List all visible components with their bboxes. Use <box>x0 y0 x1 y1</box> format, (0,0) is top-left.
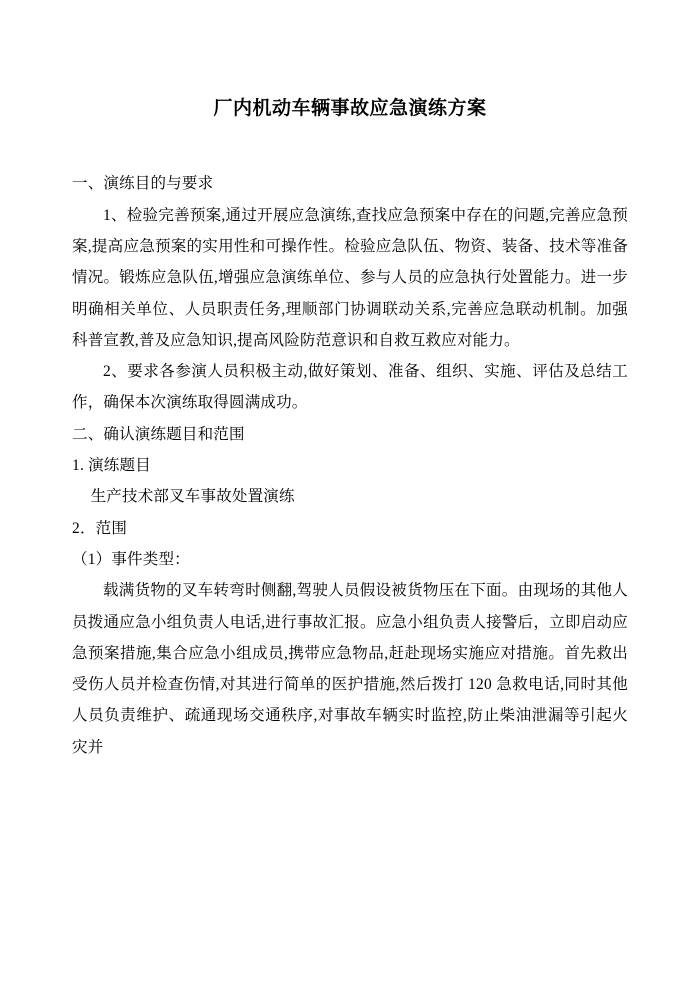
section-heading-1: 一、演练目的与要求 <box>72 175 214 193</box>
section-heading-2: 二、确认演练题目和范围 <box>72 425 245 443</box>
item-1-label: （1）事件类型： <box>72 550 190 568</box>
section-1-paragraph-2: 2、要求各参演人员积极主动,做好策划、准备、组织、实施、评估及总结工作，确保本次演练取得圆满成功。 <box>72 363 628 412</box>
subsection-heading-1: 1. 演练题目 <box>72 457 151 475</box>
subsection-1-content: 生产技术部叉车事故处置演练 <box>90 488 295 506</box>
item-1-content: 载满货物的叉车转弯时侧翻,驾驶人员假设被货物压在下面。由现场的其他人员拨通应急小组负责人电话,进行事故汇报。应急小组负责人接警后，立即启动应急预案措施,集合应急小组成员,携带应急物品,赶赴现场实施应对措施。首先救出受伤人员并检查伤情,对其进行简单的医护措施,然后拨打 120 急救电话,同时其他人员负责维护、疏通现场交通秩序,对事故车辆实时监控,防止柴油泄漏等引起火灾并 <box>72 582 628 756</box>
subsection-heading-2: 2．范围 <box>72 519 128 537</box>
section-1-paragraph-1: 1、检验完善预案,通过开展应急演练,查找应急预案中存在的问题,完善应急预案,提高应急预案的实用性和可操作性。检验应急队伍、物资、装备、技术等准备情况。锻炼应急队伍,增强应急演练单位、参与人员的应急执行处置能力。进一步明确相关单位、人员职责任务,理顺部门协调联动关系,完善应急联动机制。加强科普宣教,普及应急知识,提高风险防范意识和自救互救应对能力。 <box>72 206 628 349</box>
title-spacer <box>72 124 628 168</box>
page-title: 厂内机动车辆事故应急演练方案 <box>213 98 487 119</box>
